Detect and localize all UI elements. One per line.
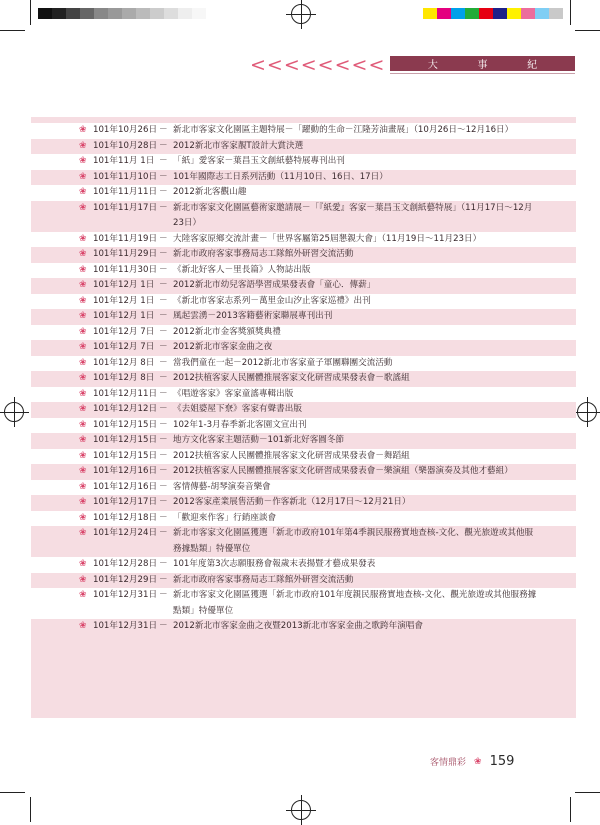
flower-bullet-icon: ❀ <box>79 528 87 538</box>
flower-bullet-icon: ❀ <box>79 404 87 414</box>
event-row <box>31 511 576 527</box>
flower-bullet-icon: ❀ <box>79 233 87 244</box>
event-date: 101年12月 7日 <box>93 326 155 337</box>
event-text: 新北市政府客家事務局志工隊館外研習交流活動 <box>173 574 354 585</box>
event-text: 大陸客家原鄉交流計畫－「世界客屬第25屆懇親大會」（11月19日～11月23日） <box>173 233 482 244</box>
flower-bullet-icon: ❀ <box>79 574 87 585</box>
flower-bullet-icon: ❀ <box>79 621 87 631</box>
event-text: 《唱遊客家》客家童謠專輯出版 <box>173 388 294 399</box>
event-row <box>31 201 576 232</box>
event-row <box>31 557 576 573</box>
event-date: 101年12月29日 <box>93 574 158 585</box>
page-footer <box>430 754 514 769</box>
event-dash: － <box>159 512 168 523</box>
event-dash: － <box>159 202 168 213</box>
event-dash: － <box>159 621 168 631</box>
event-row <box>31 433 576 449</box>
event-dash: － <box>159 435 168 445</box>
event-row <box>31 464 576 480</box>
flower-bullet-icon: ❀ <box>79 590 87 600</box>
event-row <box>31 123 576 139</box>
event-row <box>31 185 576 201</box>
event-date: 101年12月31日 <box>93 621 158 631</box>
event-text: 新北市客家文化園區獲選「新北市政府101年第4季親民服務實地查核-文化、觀光旅遊或其他服務據點類」特優單位 <box>173 528 534 554</box>
event-date: 101年12月28日 <box>93 559 158 569</box>
event-text: 101年國際志工日系列活動（11月10日、16日、17日） <box>173 171 388 182</box>
event-dash: － <box>159 233 168 244</box>
event-text: 「歡迎來作客」行銷座談會 <box>173 512 277 523</box>
flower-bullet-icon: ❀ <box>79 466 87 476</box>
flower-bullet-icon: ❀ <box>79 295 87 306</box>
flower-bullet-icon: ❀ <box>79 140 87 151</box>
event-row <box>31 402 576 418</box>
event-date: 101年12月 1日 <box>93 295 155 306</box>
event-date: 101年12月16日 <box>93 481 158 492</box>
event-dash: － <box>159 342 168 352</box>
flower-bullet-icon: ❀ <box>79 202 87 213</box>
event-row <box>31 232 576 248</box>
flower-bullet-icon: ❀ <box>79 264 87 275</box>
event-row <box>31 526 576 557</box>
event-dash: － <box>159 590 168 600</box>
event-dash: － <box>159 404 168 414</box>
events-list <box>31 123 576 635</box>
event-row <box>31 278 576 294</box>
event-date: 101年11月 1日 <box>93 156 155 166</box>
event-row <box>31 309 576 325</box>
event-dash: － <box>159 357 168 368</box>
event-row <box>31 480 576 496</box>
crop-mark <box>570 797 571 822</box>
flower-bullet-icon: ❀ <box>79 357 87 368</box>
event-dash: － <box>159 497 168 507</box>
event-row <box>31 263 576 279</box>
flower-bullet-icon: ❀ <box>79 497 87 507</box>
event-dash: － <box>159 466 168 476</box>
event-text: 2012新北市客家金曲之夜 <box>173 342 273 352</box>
event-date: 101年10月28日 <box>93 140 158 151</box>
event-dash: － <box>159 171 168 182</box>
event-row <box>31 325 576 341</box>
event-dash: － <box>159 559 168 569</box>
section-title-char: 大 <box>427 60 438 71</box>
flower-bullet-icon: ❀ <box>79 171 87 182</box>
event-date: 101年12月 1日 <box>93 311 155 321</box>
event-row <box>31 619 576 635</box>
event-row <box>31 247 576 263</box>
footer-section-name: 客情鼎彩 <box>430 758 467 768</box>
event-date: 101年11月29日 <box>93 249 158 259</box>
event-text: 2012扶植客家人民團體推展客家文化研習成果發表會－歌謠組 <box>173 373 410 383</box>
event-row <box>31 588 576 619</box>
registration-mark <box>291 4 311 24</box>
event-dash: － <box>159 249 168 259</box>
event-text: 2012新北市幼兒客語學習成果發表會「童心．傳薪」 <box>173 280 376 290</box>
event-row <box>31 356 576 372</box>
event-text: 《新北市客家志系列－萬里金山汐止客家巡禮》出刊 <box>173 295 371 306</box>
event-date: 101年12月12日 <box>93 404 158 414</box>
event-text: 2012扶植客家人民團體推展客家文化研習成果發表會－舞蹈組 <box>173 450 410 461</box>
event-date: 101年12月11日 <box>93 388 158 399</box>
flower-bullet-icon: ❀ <box>79 435 87 445</box>
crop-mark <box>575 30 600 31</box>
flower-bullet-icon: ❀ <box>79 311 87 321</box>
flower-bullet-icon: ❀ <box>79 249 87 259</box>
event-date: 101年12月15日 <box>93 450 158 461</box>
page-number: 159 <box>489 754 515 769</box>
flower-bullet-icon: ❀ <box>79 388 87 399</box>
event-date: 101年10月26日 <box>93 125 158 135</box>
event-row <box>31 573 576 589</box>
section-header-band <box>390 56 575 71</box>
event-text: 新北市政府客家事務局志工隊館外研習交流活動 <box>173 249 354 259</box>
crop-mark <box>0 30 25 31</box>
event-dash: － <box>159 388 168 399</box>
event-date: 101年12月 7日 <box>93 342 155 352</box>
event-text: 「紙」愛客家－葉昌玉文創紙藝特展專刊出刊 <box>173 156 345 166</box>
event-text: 新北市客家文化園區主題特展－「躍動的生命－江隆芳油畫展」（10月26日～12月16日） <box>173 125 514 135</box>
event-date: 101年12月31日 <box>93 590 158 600</box>
crop-mark <box>0 792 25 793</box>
registration-mark <box>4 402 24 422</box>
flower-bullet-icon: ❀ <box>79 187 87 197</box>
event-dash: － <box>159 326 168 337</box>
flower-bullet-icon: ❀ <box>79 342 87 352</box>
flower-bullet-icon: ❀ <box>79 326 87 337</box>
event-dash: － <box>159 125 168 135</box>
event-row <box>31 340 576 356</box>
event-text: 《新北好客人－里長篇》人物誌出版 <box>173 264 311 275</box>
flower-bullet-icon: ❀ <box>79 512 87 523</box>
event-text: 2012扶植客家人民團體推展客家文化研習成果發表會－樂演組（樂器演奏及其他才藝組） <box>173 466 513 476</box>
event-row <box>31 139 576 155</box>
event-row <box>31 387 576 403</box>
event-dash: － <box>159 187 168 197</box>
flower-bullet-icon: ❀ <box>79 450 87 461</box>
event-dash: － <box>159 574 168 585</box>
section-title-char: 事 <box>477 60 488 71</box>
event-date: 101年12月18日 <box>93 512 158 523</box>
flower-bullet-icon: ❀ <box>79 125 87 135</box>
event-date: 101年12月16日 <box>93 466 158 476</box>
event-dash: － <box>159 528 168 538</box>
event-dash: － <box>159 373 168 383</box>
event-text: 2012新北市客家靚T設計大賞決選 <box>173 140 304 151</box>
crop-mark <box>575 792 600 793</box>
flower-bullet-icon: ❀ <box>79 156 87 166</box>
event-row <box>31 418 576 434</box>
event-dash: － <box>159 311 168 321</box>
event-date: 101年12月15日 <box>93 435 158 445</box>
flower-bullet-icon: ❀ <box>79 280 87 290</box>
flower-icon: ❀ <box>474 756 482 767</box>
event-date: 101年12月15日 <box>93 419 158 430</box>
event-text: 客情傳藝-胡琴演奏音樂會 <box>173 481 271 492</box>
header-chevrons: <<<<<<<< <box>250 54 386 76</box>
event-date: 101年11月17日 <box>93 202 158 213</box>
event-row <box>31 170 576 186</box>
event-text: 新北市客家文化園區獲選「新北市政府101年度親民服務實地查核-文化、觀光旅遊或其他服務據點類」特優單位 <box>173 590 537 616</box>
registration-mark <box>291 800 311 820</box>
header-rule <box>390 73 575 74</box>
event-date: 101年11月11日 <box>93 187 158 197</box>
event-text: 當我們童在一起－2012新北市客家童子軍團聯團交流活動 <box>173 357 393 368</box>
event-text: 地方文化客家主題活動－101新北好客圓冬節 <box>173 435 345 445</box>
event-text: 新北市客家文化園區藝術家邀請展－「『紙愛』客家－葉昌玉文創紙藝特展」（11月17日～12月23日） <box>173 202 533 228</box>
flower-bullet-icon: ❀ <box>79 373 87 383</box>
event-row <box>31 371 576 387</box>
event-row <box>31 495 576 511</box>
event-text: 2012新北市金客獎頒獎典禮 <box>173 326 281 337</box>
event-date: 101年12月 8日 <box>93 357 155 368</box>
event-row <box>31 154 576 170</box>
event-date: 101年12月24日 <box>93 528 158 538</box>
event-dash: － <box>159 140 168 151</box>
event-row <box>31 294 576 310</box>
event-text: 2012新北客觀山趣 <box>173 187 247 197</box>
flower-bullet-icon: ❀ <box>79 419 87 430</box>
event-date: 101年12月 1日 <box>93 280 155 290</box>
event-text: 風起雲湧－2013客籍藝術家聯展專刊出刊 <box>173 311 333 321</box>
event-text: 《去姐婆屋下尞》客家有聲書出版 <box>173 404 302 414</box>
event-date: 101年11月30日 <box>93 264 158 275</box>
flower-bullet-icon: ❀ <box>79 559 87 569</box>
event-date: 101年12月17日 <box>93 497 158 507</box>
event-dash: － <box>159 264 168 275</box>
event-row <box>31 449 576 465</box>
event-dash: － <box>159 481 168 492</box>
event-text: 2012客家產業展售活動－作客新北（12月17日～12月21日） <box>173 497 411 507</box>
event-text: 101年度第3次志願服務會報歲末表揚暨才藝成果發表 <box>173 559 376 569</box>
crop-mark <box>30 797 31 822</box>
event-dash: － <box>159 419 168 430</box>
event-text: 2012新北市客家金曲之夜暨2013新北市客家金曲之歌跨年演唱會 <box>173 621 423 631</box>
crop-mark <box>30 0 31 25</box>
event-dash: － <box>159 156 168 166</box>
flower-bullet-icon: ❀ <box>79 481 87 492</box>
event-dash: － <box>159 295 168 306</box>
cmyk-color-bar <box>423 8 563 19</box>
registration-mark <box>577 402 597 422</box>
event-date: 101年11月10日 <box>93 171 158 182</box>
event-date: 101年11月19日 <box>93 233 158 244</box>
event-dash: － <box>159 450 168 461</box>
event-text: 102年1-3月春季新北客園文宣出刊 <box>173 419 307 430</box>
section-title-char: 紀 <box>527 60 538 71</box>
event-date: 101年12月 8日 <box>93 373 155 383</box>
gray-color-bar <box>38 8 206 19</box>
crop-mark <box>570 0 571 25</box>
event-dash: － <box>159 280 168 290</box>
